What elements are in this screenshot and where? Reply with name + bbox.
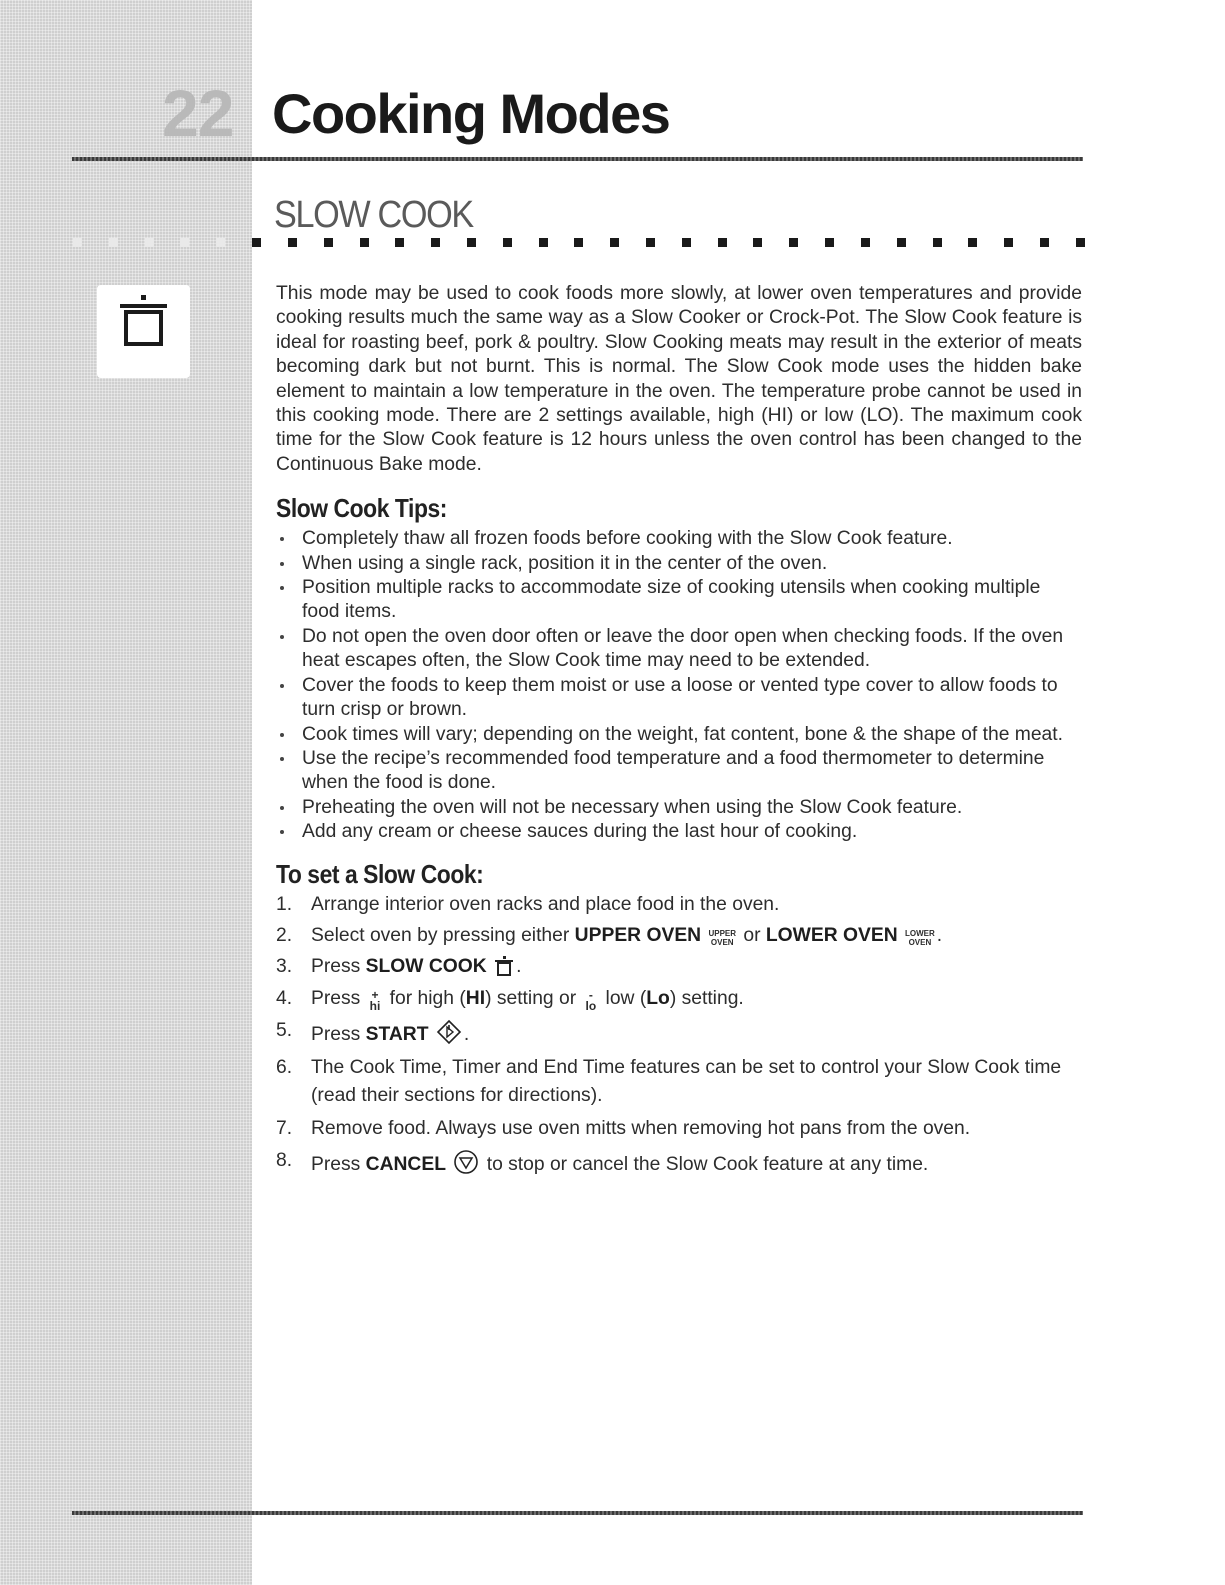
section-title: SLOW COOK <box>274 194 473 236</box>
step-1 <box>276 893 1082 917</box>
tips-heading: Slow Cook Tips: <box>276 493 447 524</box>
step-number: 2. <box>276 924 293 946</box>
step-number: 1. <box>276 893 293 915</box>
list-item: Position multiple racks to accommodate size of cooking utensils when cooking multiple food items. <box>276 576 1082 625</box>
step-number: 5. <box>276 1019 293 1041</box>
footer-rule <box>72 1511 1083 1515</box>
list-item: Use the recipe’s recommended food temperature and a food thermometer to determine when the food is done. <box>276 747 1082 796</box>
section-dot-divider <box>73 238 1085 250</box>
step-3: 3. Press SLOW COOK . <box>276 955 1082 979</box>
step-2: 2. Select oven by pressing either UPPER OVEN UPPER OVEN or LOWER OVEN LOWER OVEN . <box>276 924 943 947</box>
chapter-title: Cooking Modes <box>272 82 670 145</box>
step-4: 4. Press + hi for high (HI) setting or - lo low (Lo) setting. <box>276 987 744 1013</box>
lower-oven-key-icon: LOWER OVEN <box>905 928 935 947</box>
list-item: Preheating the oven will not be necessary when using the Slow Cook feature. <box>276 796 1082 820</box>
steps-heading: To set a Slow Cook: <box>276 858 484 889</box>
list-item: When using a single rack, position it in the center of the oven. <box>276 552 1082 576</box>
slow-cook-pot-icon <box>97 285 190 378</box>
upper-oven-key-icon: UPPER OVEN <box>708 928 737 947</box>
upper-oven-key-label: UPPER OVEN <box>574 924 702 946</box>
step-text: Remove food. Always use oven mitts when removing hot pans from the oven. <box>311 1118 971 1140</box>
step-6 <box>276 1054 1082 1110</box>
start-key-label: START <box>365 1023 429 1045</box>
step-5: 5. Press START . <box>276 1019 470 1045</box>
step-8: 8. Press CANCEL to stop or cancel the Slow Cook feature at any time. <box>276 1149 929 1175</box>
list-item: Cover the foods to keep them moist or use a loose or vented type cover to allow foods to turn crisp or brown. <box>276 674 1082 723</box>
page-number: 22 <box>162 76 234 150</box>
hi-key-icon: + hi <box>369 987 381 1013</box>
cancel-icon <box>453 1149 479 1175</box>
slow-cook-key-label: SLOW COOK <box>365 956 487 978</box>
step-number: 8. <box>276 1149 293 1171</box>
list-item: Completely thaw all frozen foods before cooking with the Slow Cook feature. <box>276 527 1082 551</box>
step-number: 3. <box>276 956 293 978</box>
intro-paragraph: This mode may be used to cook foods more slowly, at lower oven temperatures and provide cooking results much the same way as a Slow Cooker or Crock-Pot. The Slow Cook feature is ideal for roasting beef, pork & poultry. Slow Cooking meats may result in the exterior of meats becoming dark but not burnt. This is normal. The Slow Cook mode uses the hidden bake element to maintain a low temperature in the oven. The temperature probe cannot be used in this cooking mode. There are 2 settings available, high (HI) or low (LO). The maximum cook time for the Slow Cook feature is 12 hours unless the oven control has been changed to the Continuous Bake mode. <box>276 283 1082 475</box>
lower-oven-key-label: LOWER OVEN <box>765 924 898 946</box>
step-text: Select oven by pressing either <box>311 924 575 946</box>
main-content <box>276 282 1082 1184</box>
step-number: 7. <box>276 1118 293 1140</box>
step-number: 6. <box>276 1057 293 1079</box>
tips-list <box>276 527 1082 844</box>
slow-cook-pot-icon <box>494 955 514 977</box>
lo-key-icon: - lo <box>585 987 597 1013</box>
step-7 <box>276 1117 1082 1141</box>
steps-list <box>276 893 1082 1177</box>
list-item: Cook times will vary; depending on the weight, fat content, bone & the shape of the meat. <box>276 723 1082 747</box>
start-icon <box>436 1019 462 1045</box>
list-item: Do not open the oven door often or leave the door open when checking foods. If the oven heat escapes often, the Slow Cook time may need to be extended. <box>276 625 1082 674</box>
step-text: Arrange interior oven racks and place food in the oven. <box>311 893 780 915</box>
step-number: 4. <box>276 987 293 1009</box>
step-text: The Cook Time, Timer and End Time features can be set to control your Slow Cook time (read their sections for directions). <box>311 1057 1062 1107</box>
cancel-key-label: CANCEL <box>365 1153 446 1175</box>
header-rule <box>72 157 1083 161</box>
list-item: Add any cream or cheese sauces during the last hour of cooking. <box>276 820 1082 844</box>
